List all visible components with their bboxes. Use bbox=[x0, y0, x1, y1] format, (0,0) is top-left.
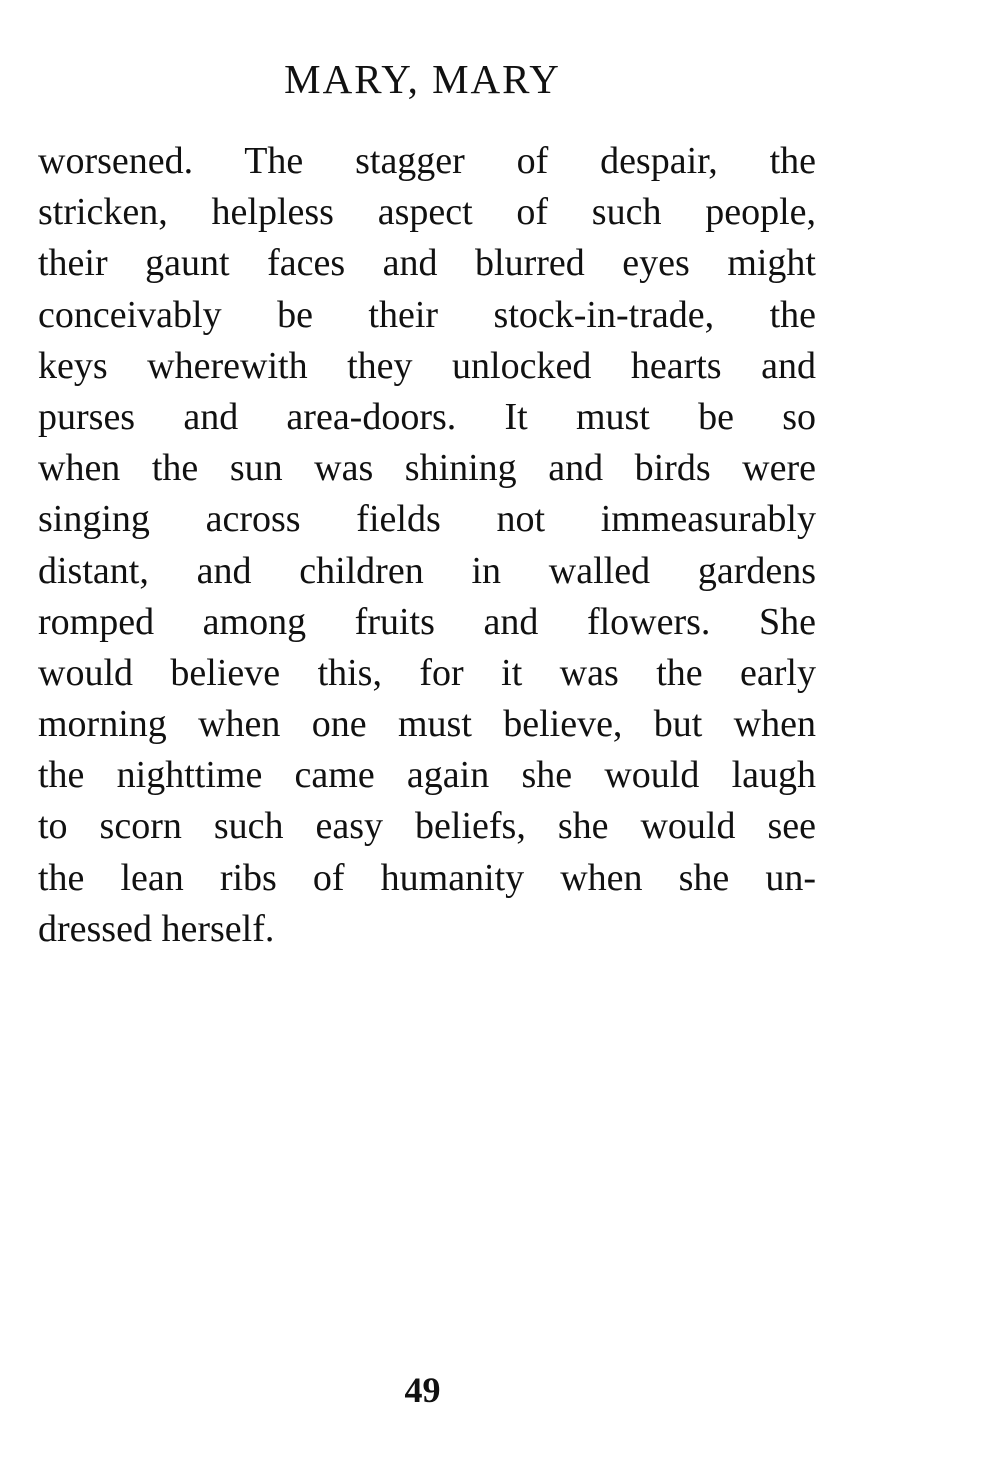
text-line: the nighttime came again she would laugh bbox=[38, 754, 816, 797]
text-line: to scorn such easy beliefs, she would see bbox=[38, 805, 816, 848]
text-line: keys wherewith they unlocked hearts and bbox=[38, 344, 816, 387]
text-line: morning when one must believe, but when bbox=[38, 703, 816, 746]
text-line: their gaunt faces and blurred eyes might bbox=[38, 242, 816, 285]
text-line: conceivably be their stock-in-trade, the bbox=[38, 293, 816, 336]
text-line: would believe this, for it was the early bbox=[38, 651, 816, 694]
text-line: worsened. The stagger of despair, the bbox=[38, 140, 816, 182]
text-line: singing across fields not immeasurably bbox=[38, 498, 816, 541]
text-line: stricken, helpless aspect of such people, bbox=[38, 191, 816, 234]
text-line: when the sun was shining and birds were bbox=[38, 447, 816, 490]
text-line: purses and area-doors. It must be so bbox=[38, 395, 816, 438]
running-head: MARY, MARY bbox=[284, 56, 561, 102]
text-line: distant, and children in walled gardens bbox=[38, 549, 816, 592]
body-text bbox=[38, 136, 816, 955]
text-line: the lean ribs of humanity when she un- bbox=[38, 856, 816, 899]
text-line: dressed herself. bbox=[38, 907, 275, 950]
page-number: 49 bbox=[404, 1370, 441, 1410]
text-line: romped among fruits and flowers. She bbox=[38, 600, 816, 643]
